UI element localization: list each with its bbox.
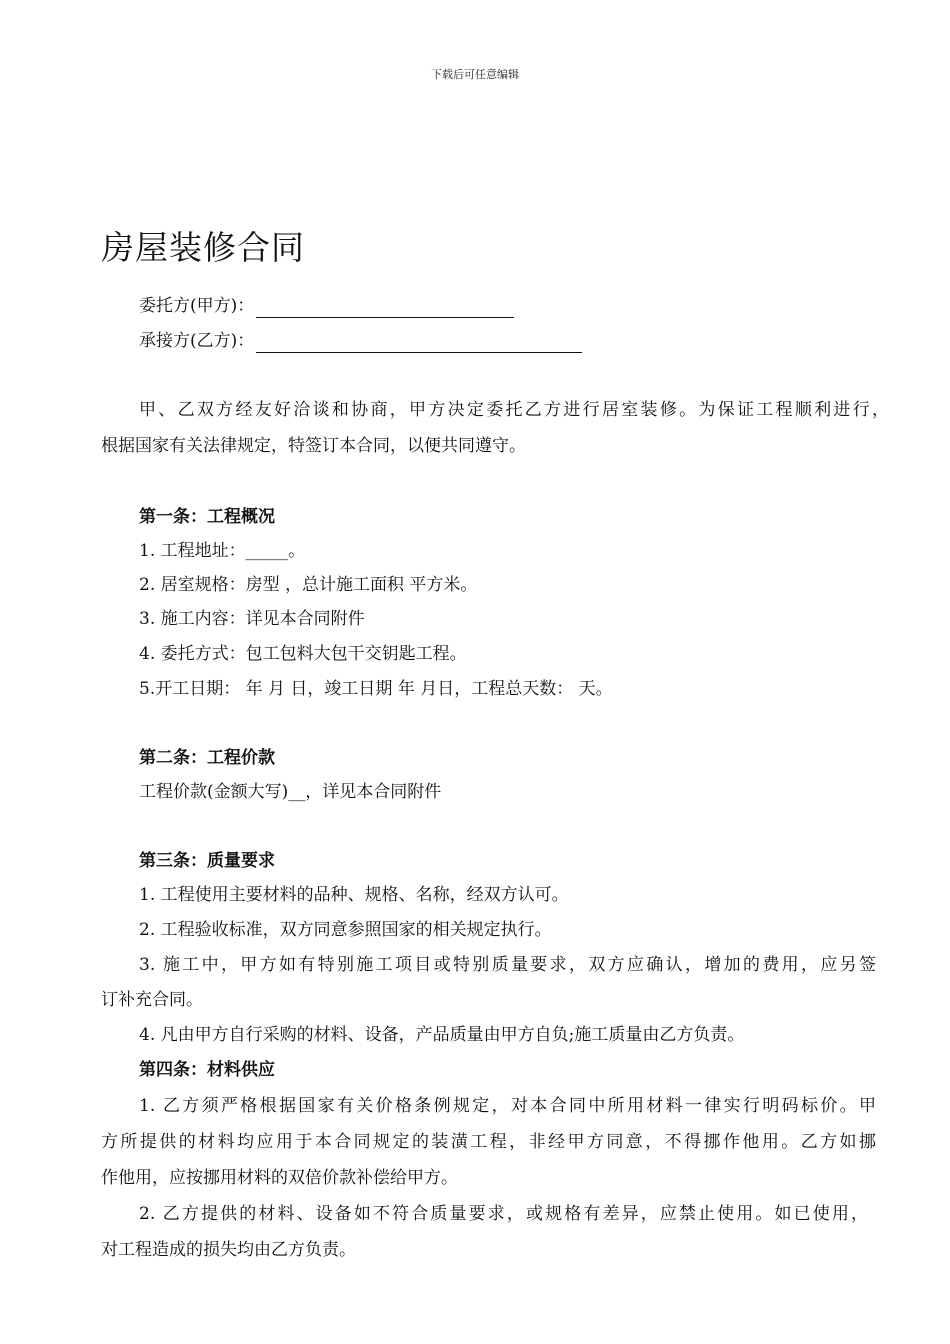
- party-a-label: 委托方(甲方)：: [139, 296, 255, 316]
- article-1-item: 2. 居室规格：房型 ，总计施工面积 平方米。: [139, 575, 478, 595]
- article-4-item-2-line-1: 2. 乙方提供的材料、设备如不符合质量要求，或规格有差异，应禁止使用。如已使用，: [139, 1204, 868, 1224]
- article-2-heading: 第二条：工程价款: [139, 748, 275, 768]
- article-1-heading: 第一条：工程概况: [139, 507, 275, 527]
- article-4-item-1-line-1: 1. 乙方须严格根据国家有关价格条例规定，对本合同中所用材料一律实行明码标价。甲: [139, 1096, 876, 1116]
- article-1-item: 3. 施工内容：详见本合同附件: [139, 609, 365, 629]
- article-3-item-4: 4. 凡由甲方自行采购的材料、设备，产品质量由甲方自负;施工质量由乙方负责。: [139, 1025, 745, 1045]
- article-2-text: 工程价款(金额大写)__，详见本合同附件: [139, 782, 442, 802]
- article-3-heading: 第三条：质量要求: [139, 851, 275, 871]
- party-a-blank: [256, 299, 514, 318]
- article-3-item-2: 2. 工程验收标准，双方同意参照国家的相关规定执行。: [139, 920, 552, 940]
- article-4-heading: 第四条：材料供应: [139, 1060, 275, 1080]
- article-1-item: 5.开工日期： 年 月 日，竣工日期 年 月日，工程总天数： 天。: [139, 679, 613, 699]
- party-b-line: [139, 329, 582, 353]
- article-4-item-1-line-3: 作他用，应按挪用材料的双倍价款补偿给甲方。: [101, 1168, 458, 1188]
- article-4-item-2-line-2: 对工程造成的损失均由乙方负责。: [101, 1240, 356, 1260]
- document-title: 房屋装修合同: [101, 228, 305, 267]
- article-1-item: 4. 委托方式：包工包料大包干交钥匙工程。: [139, 644, 467, 664]
- intro-line-1: 甲、乙双方经友好洽谈和协商，甲方决定委托乙方进行居室装修。为保证工程顺利进行，: [139, 400, 889, 420]
- article-3-item-3-line-2: 订补充合同。: [101, 990, 203, 1010]
- article-4-item-1-line-2: 方所提供的材料均应用于本合同规定的装潢工程，非经甲方同意，不得挪作他用。乙方如挪: [101, 1132, 876, 1152]
- article-3-item-3-line-1: 3. 施工中，甲方如有特别施工项目或特别质量要求，双方应确认，增加的费用，应另签: [139, 955, 876, 975]
- intro-line-2: 根据国家有关法律规定，特签订本合同，以便共同遵守。: [101, 436, 526, 456]
- party-b-label: 承接方(乙方)：: [139, 331, 255, 351]
- page-header-note: 下载后可任意编辑: [431, 68, 519, 81]
- article-1-item: 1. 工程地址：_____。: [139, 541, 306, 561]
- article-3-item-1: 1. 工程使用主要材料的品种、规格、名称，经双方认可。: [139, 885, 569, 905]
- party-b-blank: [256, 334, 582, 353]
- party-a-line: [139, 294, 514, 318]
